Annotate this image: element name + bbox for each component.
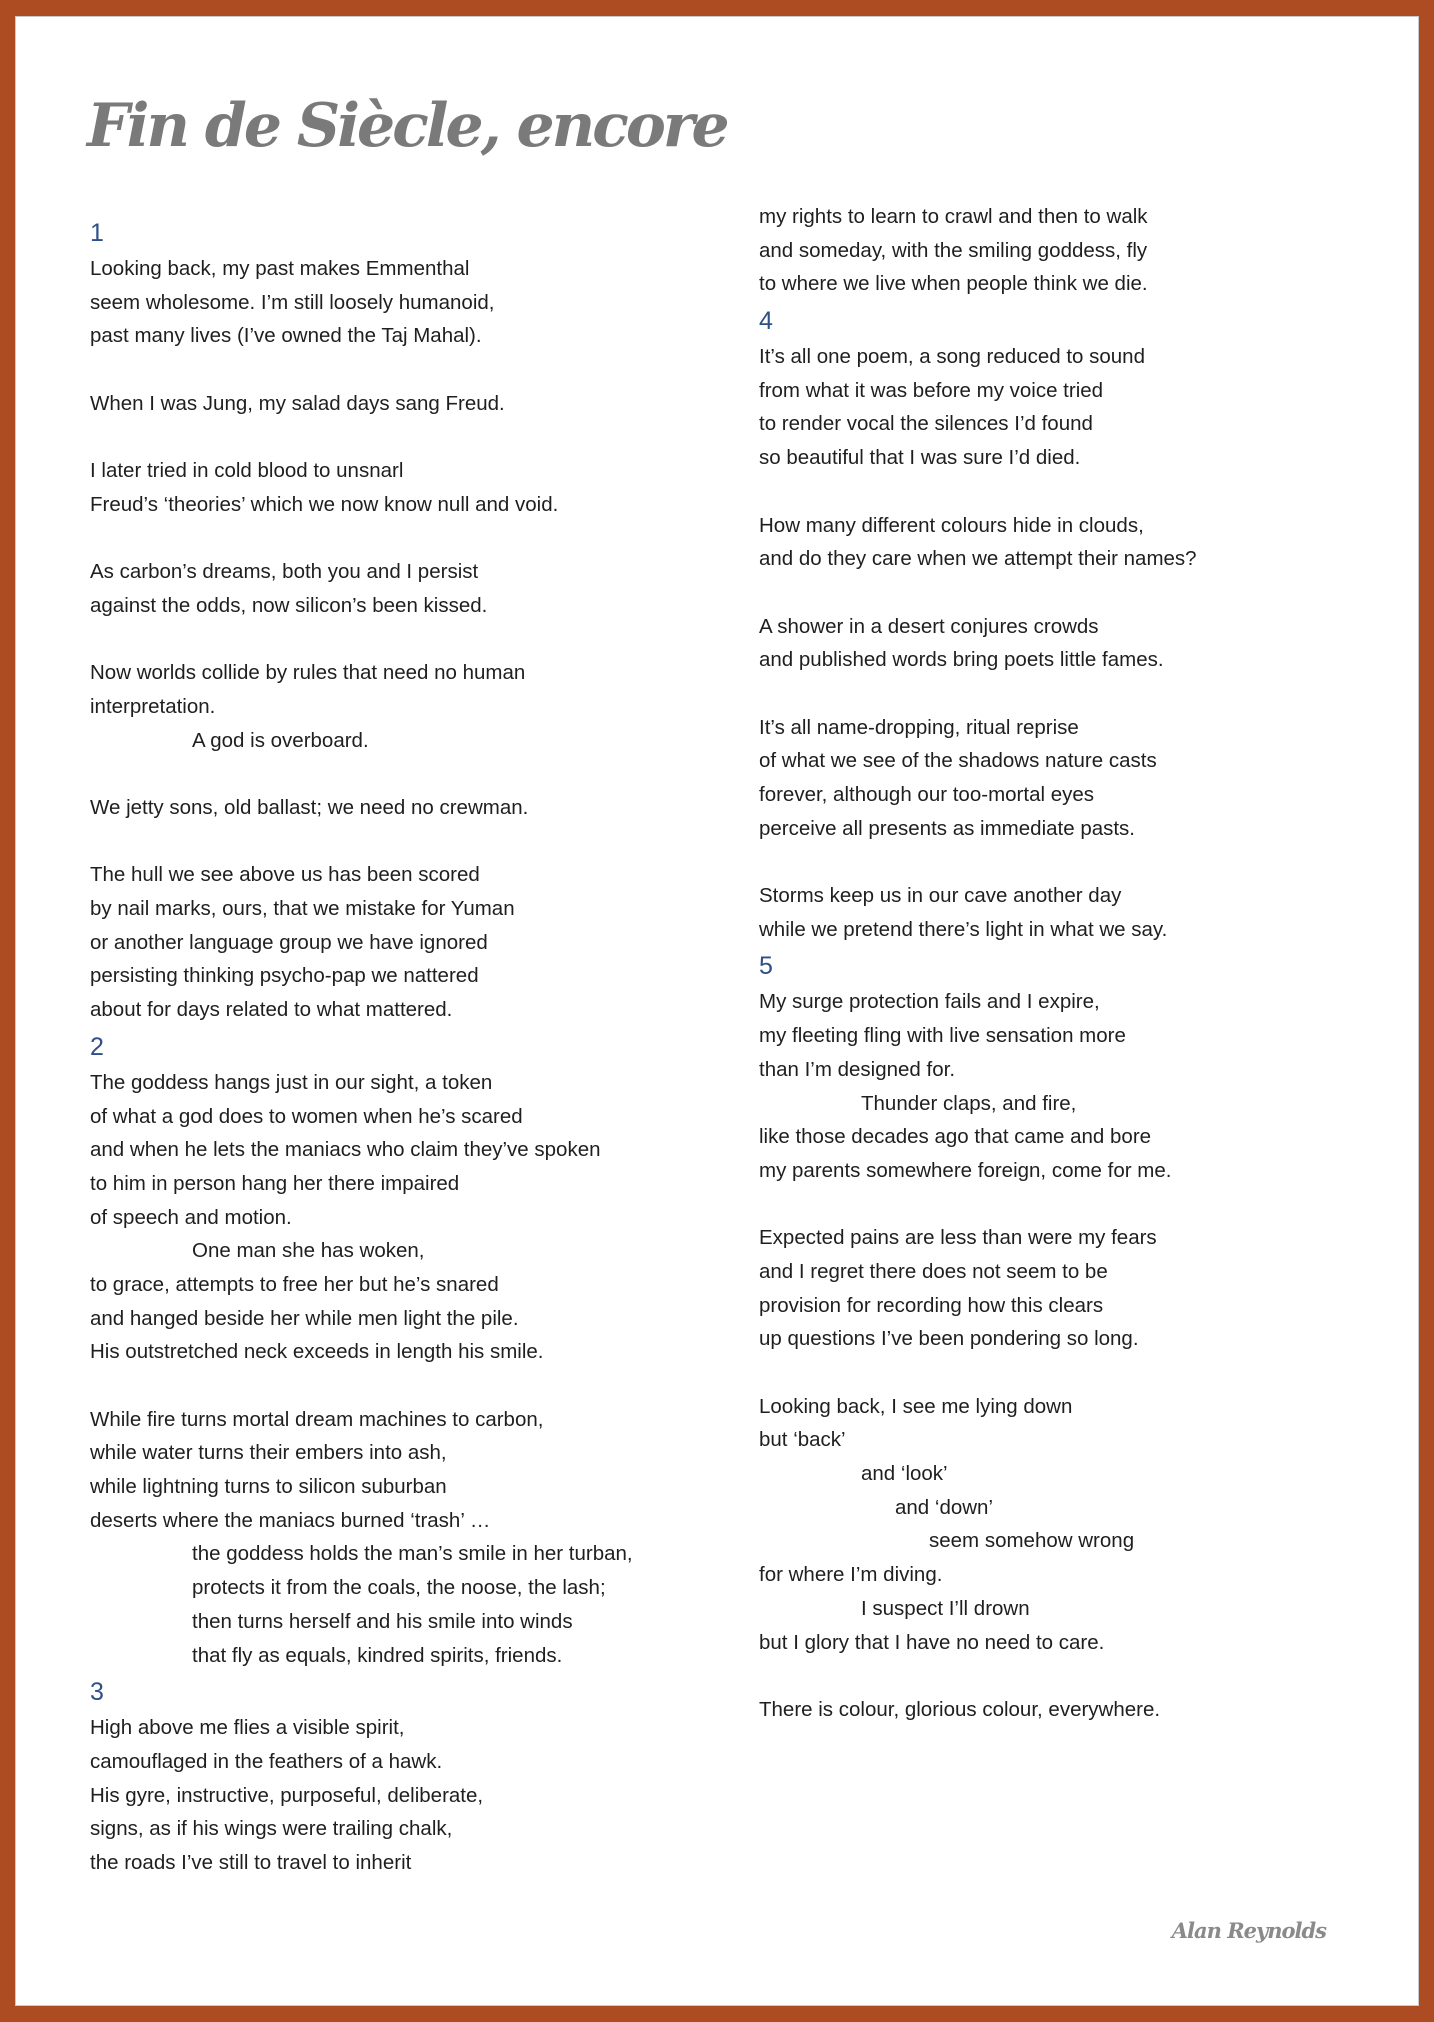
stanza: [90, 791, 710, 825]
poem-title: Fin de Siècle, encore: [87, 91, 727, 161]
poem-line: As carbon’s dreams, both you and I persist: [90, 560, 479, 584]
poem-line: and when he lets the maniacs who claim they’ve spoken: [90, 1138, 601, 1162]
poem-line: my fleeting fling with live sensation more: [759, 1024, 1126, 1048]
poem-line: up questions I’ve been pondering so long.: [759, 1327, 1139, 1351]
poem-line: deserts where the maniacs burned ‘trash’ …: [90, 1508, 491, 1532]
poem-line: I suspect I’ll drown: [861, 1596, 1030, 1620]
poem-line: seem somehow wrong: [929, 1529, 1135, 1553]
poem-line: High above me flies a visible spirit,: [90, 1716, 405, 1740]
poem-line: to him in person hang her there impaired: [90, 1171, 460, 1195]
stanza: [759, 1693, 1399, 1727]
poem-line: persisting thinking psycho-pap we nattered: [90, 964, 479, 988]
poem-line: and do they care when we attempt their names?: [759, 547, 1197, 571]
poem-line: by nail marks, ours, that we mistake for Yuman: [90, 897, 515, 921]
stanza: [759, 1221, 1399, 1356]
poem-line: My surge protection fails and I expire,: [759, 990, 1100, 1014]
poem-line: His outstretched neck exceeds in length his smile.: [90, 1340, 544, 1364]
poem-line: that fly as equals, kindred spirits, friends.: [192, 1643, 563, 1667]
poem-line: and someday, with the smiling goddess, fly: [759, 238, 1148, 262]
poem-line: perceive all presents as immediate pasts.: [759, 816, 1136, 840]
poem-line: forever, although our too-mortal eyes: [759, 783, 1095, 806]
poem-line: There is colour, glorious colour, everywhere.: [759, 1697, 1161, 1721]
poem-line: of speech and motion.: [90, 1205, 292, 1229]
stanza: [90, 858, 710, 1026]
poem-line: Now worlds collide by rules that need no human: [90, 661, 526, 685]
section-number: 1: [90, 219, 104, 247]
stanza: [759, 879, 1399, 946]
poem-section: [90, 217, 710, 1027]
poem-line: interpretation.: [90, 694, 216, 718]
poem-line: to grace, attempts to free her but he’s snared: [90, 1272, 499, 1296]
poem-line: to render vocal the silences I’d found: [759, 412, 1093, 436]
stanza: [90, 387, 710, 421]
poem-line: about for days related to what mattered.: [90, 998, 453, 1022]
poem-line: While fire turns mortal dream machines to carbon,: [90, 1407, 544, 1431]
poem-line: Thunder claps, and fire,: [861, 1091, 1077, 1115]
poem-line: His gyre, instructive, purposeful, deliberate,: [90, 1783, 484, 1807]
poem-line: seem wholesome. I’m still loosely humanoid,: [90, 290, 495, 314]
stanza: [759, 340, 1399, 475]
poem-line: Storms keep us in our cave another day: [759, 884, 1122, 908]
stanza: [759, 711, 1399, 846]
poem-line: provision for recording how this clears: [759, 1293, 1104, 1317]
poem-line: Expected pains are less than were my fears: [759, 1226, 1157, 1250]
stanza: [759, 985, 1399, 1187]
poem-line: and ‘look’: [861, 1462, 948, 1486]
left-column: [90, 217, 710, 1880]
poem-line: but I glory that I have no need to care.: [759, 1630, 1105, 1654]
poem-line: while water turns their embers into ash,: [90, 1441, 447, 1465]
poem-line: camouflaged in the feathers of a hawk.: [90, 1749, 443, 1773]
poem-line: for where I’m diving.: [759, 1563, 943, 1587]
poem-line: It’s all name-dropping, ritual reprise: [759, 715, 1079, 739]
stanza: [90, 454, 710, 521]
poem-line: than I’m designed for.: [759, 1057, 956, 1081]
poem-section: [90, 1031, 710, 1672]
poem-line: Looking back, my past makes Emmenthal: [90, 257, 470, 280]
poem-line: so beautiful that I was sure I’d died.: [759, 446, 1081, 470]
poem-line: the roads I’ve still to travel to inherit: [90, 1850, 412, 1874]
poem-line: It’s all one poem, a song reduced to sound: [759, 345, 1145, 369]
stanza: [90, 555, 710, 622]
section-number: 3: [90, 1678, 104, 1707]
stanza: [90, 1711, 710, 1879]
poem-line: of what a god does to women when he’s scared: [90, 1104, 523, 1128]
poem-section: [759, 950, 1399, 1726]
stanza: [759, 509, 1399, 576]
poem-line: A god is overboard.: [192, 728, 369, 752]
poem-line: or another language group we have ignored: [90, 930, 488, 954]
poem-section: [759, 200, 1399, 301]
poem-line: from what it was before my voice tried: [759, 378, 1104, 402]
poem-line: When I was Jung, my salad days sang Freud.: [90, 391, 505, 415]
poem-line: my rights to learn to crawl and then to walk: [759, 205, 1148, 228]
poem-line: like those decades ago that came and bore: [759, 1125, 1152, 1149]
stanza: [90, 252, 710, 353]
poem-line: Looking back, I see me lying down: [759, 1394, 1073, 1418]
poem-line: while lightning turns to silicon suburban: [90, 1475, 447, 1499]
poem-line: while we pretend there’s light in what we say.: [759, 917, 1168, 941]
poem-line: the goddess holds the man’s smile in her turban,: [192, 1542, 633, 1566]
poem-section: [90, 1676, 710, 1879]
poem-line: Freud’s ‘theories’ which we now know null and void.: [90, 492, 559, 516]
section-number: 4: [759, 307, 773, 336]
poem-line: and ‘down’: [895, 1495, 994, 1519]
poem-line: and hanged beside her while men light the pile.: [90, 1306, 519, 1330]
author-signature: Alan Reynolds: [1171, 1918, 1326, 1943]
stanza: [90, 1066, 710, 1369]
poem-line: protects it from the coals, the noose, the lash;: [192, 1576, 606, 1600]
section-number: 2: [90, 1032, 104, 1061]
poem-section: [759, 305, 1399, 946]
stanza: [759, 200, 1399, 301]
poem-line: but ‘back’: [759, 1428, 846, 1452]
poem-line: The goddess hangs just in our sight, a token: [90, 1070, 493, 1094]
stanza: [90, 656, 710, 757]
right-column: [759, 200, 1399, 1727]
stanza: [759, 1390, 1399, 1660]
poem-line: One man she has woken,: [192, 1239, 425, 1263]
page: [15, 16, 1419, 2006]
stanza: [90, 1403, 710, 1673]
poem-line: past many lives (I’ve owned the Taj Mahal).: [90, 324, 482, 348]
poem-line: How many different colours hide in clouds,: [759, 513, 1144, 537]
poem-line: and published words bring poets little fames.: [759, 648, 1164, 672]
poem-line: of what we see of the shadows nature casts: [759, 749, 1157, 773]
poem-line: A shower in a desert conjures crowds: [759, 614, 1099, 638]
poem-line: my parents somewhere foreign, come for me.: [759, 1158, 1172, 1182]
poem-line: We jetty sons, old ballast; we need no crewman.: [90, 796, 529, 819]
poem-line: signs, as if his wings were trailing chalk,: [90, 1817, 453, 1841]
poem-line: The hull we see above us has been scored: [90, 863, 480, 887]
poem-line: to where we live when people think we die.: [759, 272, 1148, 296]
stanza: [759, 610, 1399, 677]
section-number: 5: [759, 952, 773, 981]
poem-line: against the odds, now silicon’s been kissed.: [90, 593, 488, 617]
poem-line: and I regret there does not seem to be: [759, 1259, 1108, 1283]
poem-line: I later tried in cold blood to unsnarl: [90, 459, 404, 483]
poem-line: then turns herself and his smile into winds: [192, 1609, 573, 1633]
